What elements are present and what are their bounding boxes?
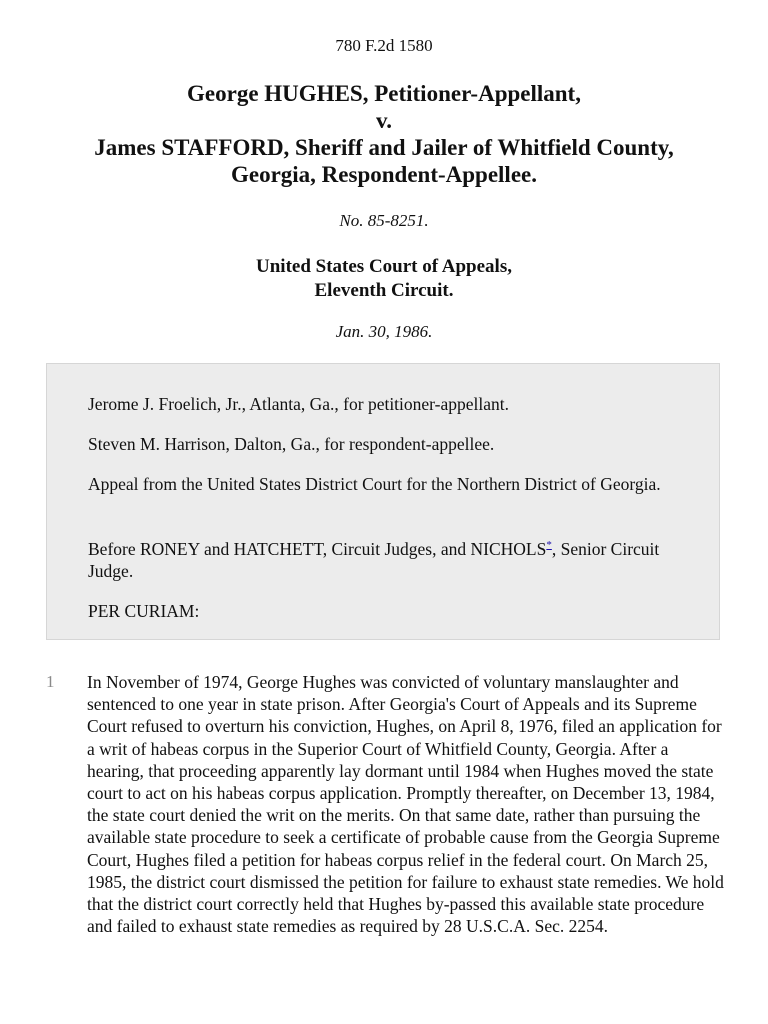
- panel-judges-suffix: , Senior Circuit Judge.: [88, 539, 660, 581]
- caption-respondent: James STAFFORD, Sheriff and Jailer of Whitfield County,: [94, 135, 674, 160]
- counsel-panel: [46, 363, 720, 640]
- court-name: [0, 255, 768, 303]
- caption-versus: v.: [376, 108, 392, 133]
- caption-respondent-cont: Georgia, Respondent-Appellee.: [230, 162, 537, 187]
- counsel-appellee: Steven M. Harrison, Dalton, Ga., for respondent-appellee.: [88, 434, 495, 454]
- court-name-line2: Eleventh Circuit.: [314, 280, 454, 301]
- footnote-link[interactable]: *: [546, 539, 552, 552]
- court-name-line1: United States Court of Appeals,: [256, 256, 512, 277]
- counsel-appellant: Jerome J. Froelich, Jr., Atlanta, Ga., for petitioner-appellant.: [88, 394, 509, 414]
- caption-petitioner: George HUGHES, Petitioner-Appellant,: [187, 81, 581, 106]
- per-curiam: PER CURIAM:: [88, 601, 200, 621]
- decision-date: Jan. 30, 1986.: [335, 322, 433, 341]
- paragraph-number: 1: [46, 672, 55, 691]
- panel-judges: [88, 538, 688, 582]
- docket-number: No. 85-8251.: [339, 211, 429, 230]
- paragraph-text: In November of 1974, George Hughes was convicted of voluntary manslaughter and sentenced to one year in state prison. After Georgia's Court of Appeals and its Supreme Court refused to overturn his conviction, Hughes, on April 8, 1976, filed an application for a writ of habeas corpus in the Superior Court of Whitfield County, Georgia. After a hearing, that proceeding apparently lay dormant until 1984 when Hughes moved the state court to act on his habeas corpus application. Promptly thereafter, on December 13, 1984, the state court denied the writ on the merits. On that same date, rather than pursuing the available state procedure to seek a certificate of probable cause from the Georgia Supreme Court, Hughes filed a petition for habeas corpus relief in the federal court. On March 25, 1985, the district court dismissed the petition for failure to exhaust state remedies. We hold that the district court correctly held that Hughes by-passed this available state procedure and failed to exhaust state remedies as required by 28 U.S.C.A. Sec. 2254.: [87, 672, 724, 937]
- panel-judges-text: Before RONEY and HATCHETT, Circuit Judges, and NICHOLS: [88, 539, 547, 559]
- appeal-from: Appeal from the United States District Court for the Northern District of Georgia.: [88, 474, 661, 494]
- case-caption: [0, 80, 768, 188]
- citation: 780 F.2d 1580: [335, 36, 433, 55]
